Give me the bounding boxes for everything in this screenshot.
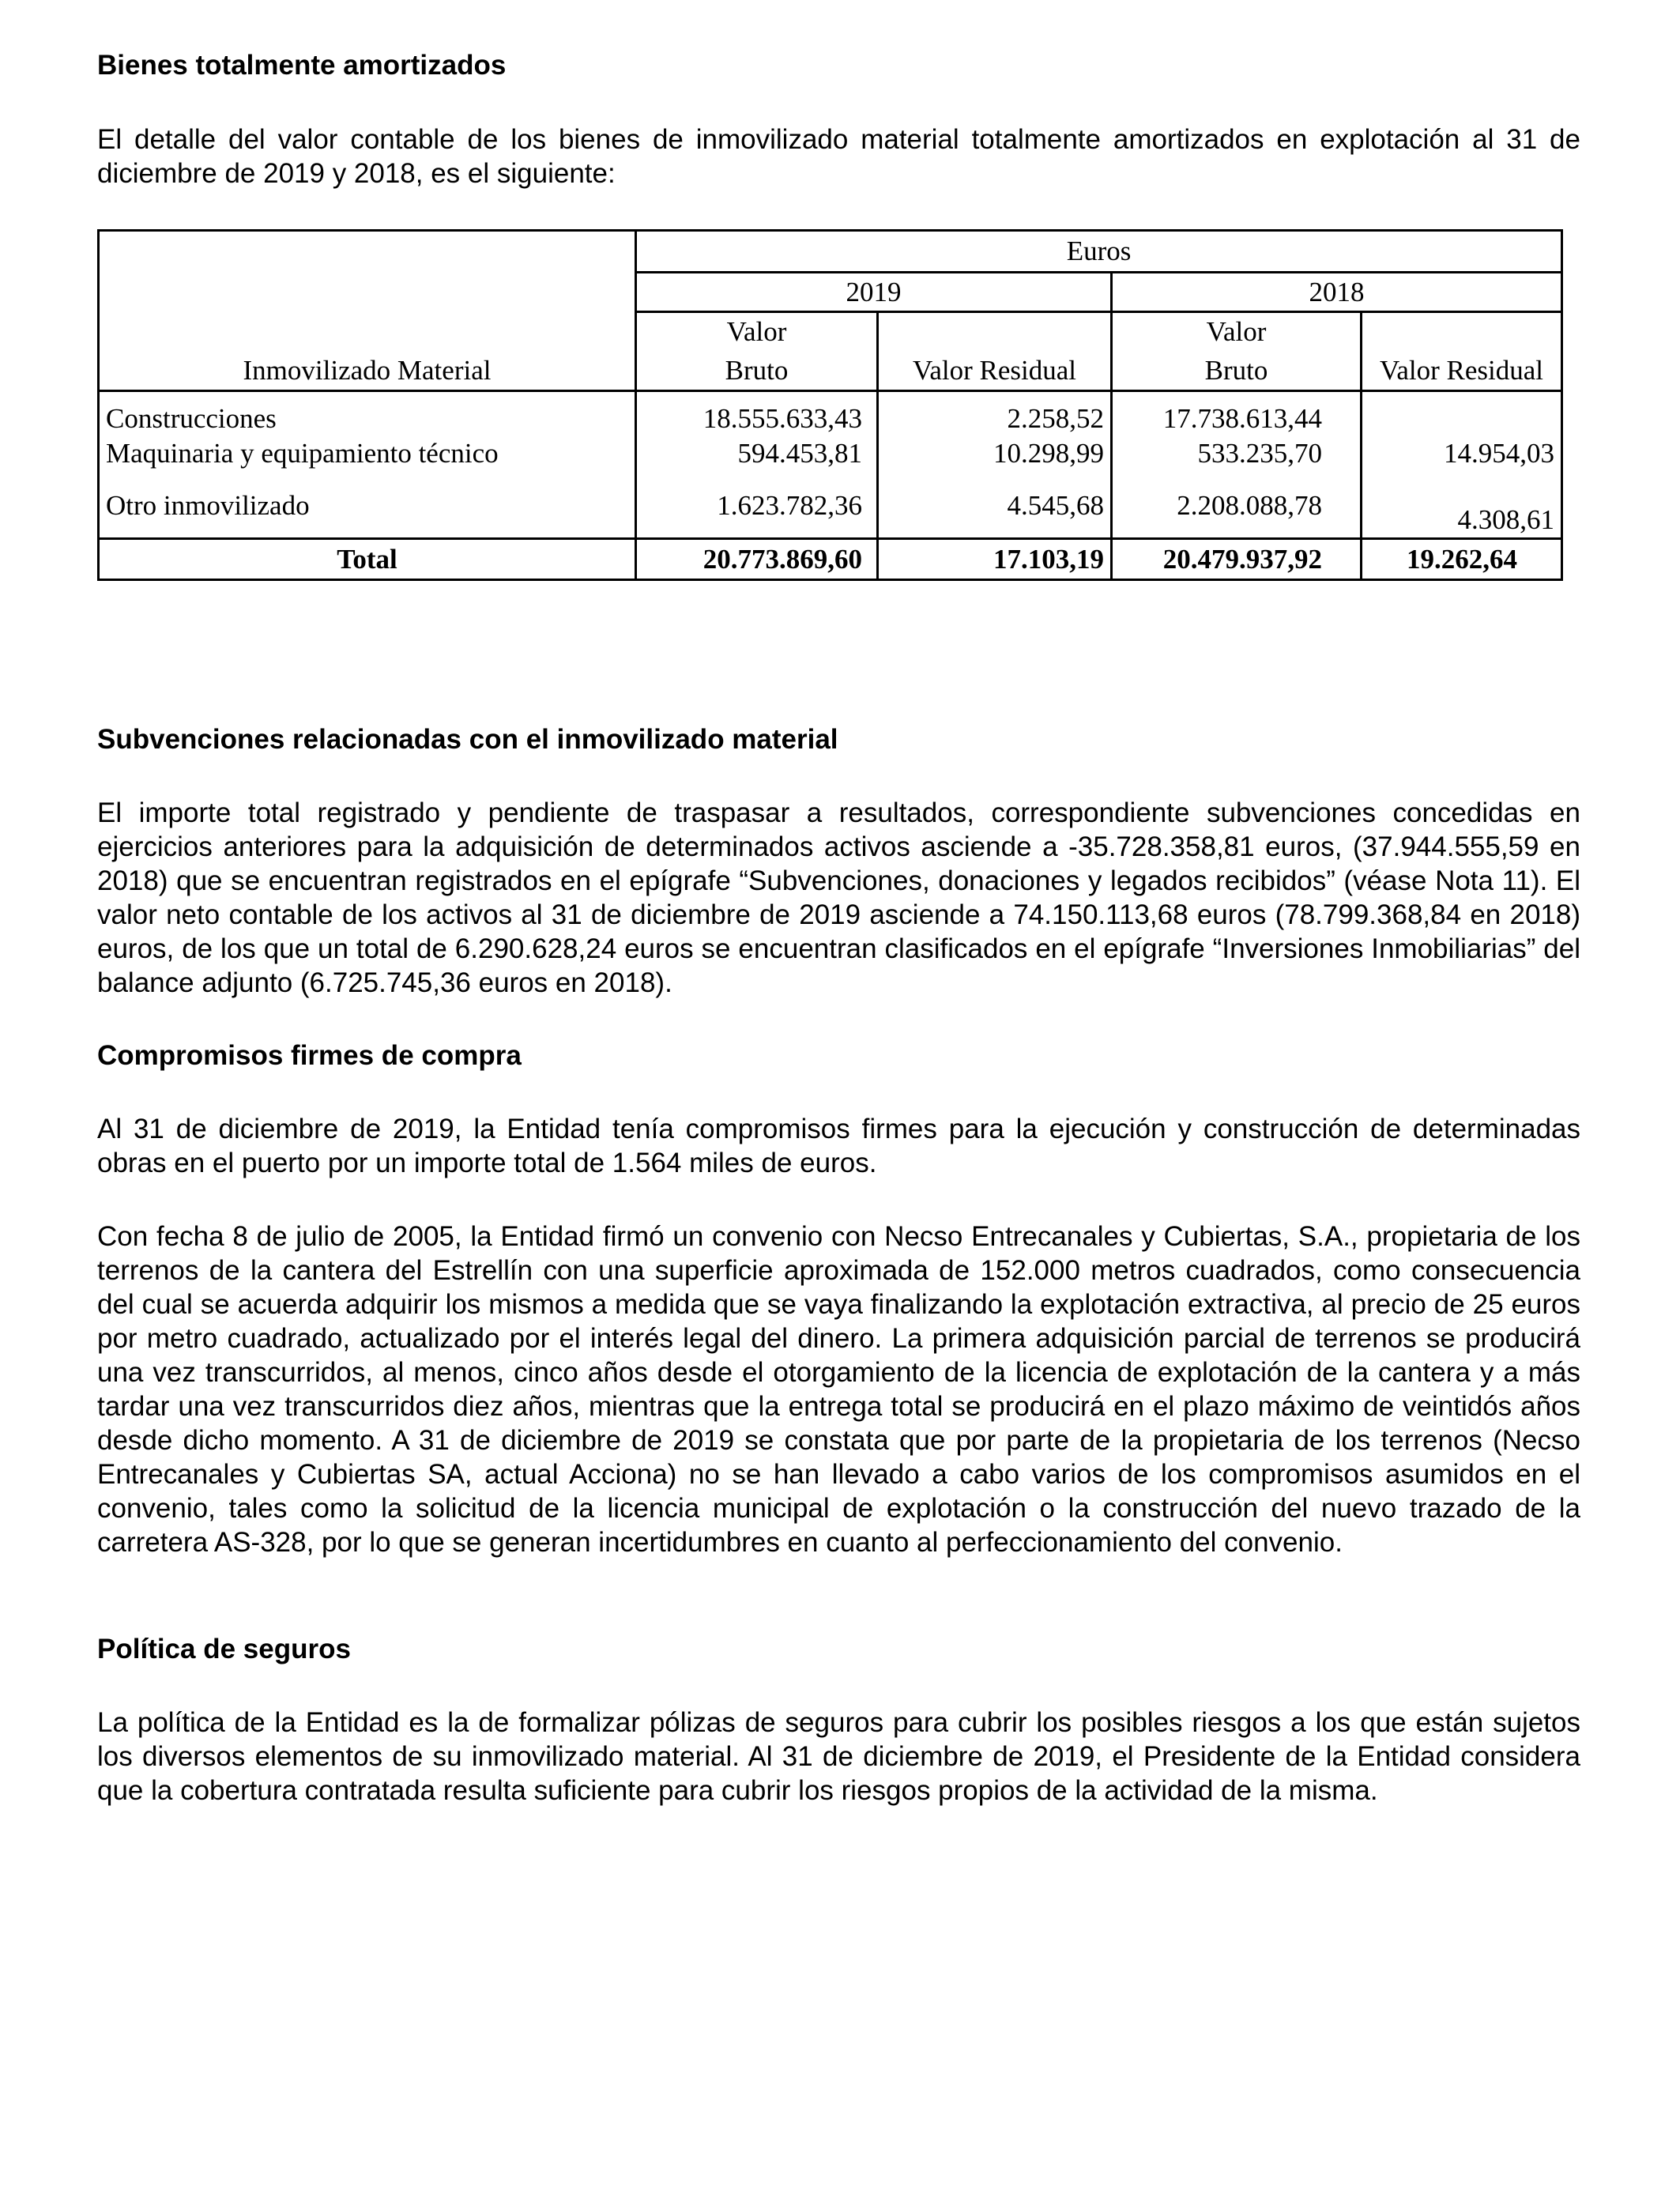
total-cell: 20.479.937,92 bbox=[1112, 539, 1362, 580]
table-row-label: Otro inmovilizado bbox=[99, 473, 636, 539]
currency-header: Euros bbox=[636, 231, 1562, 273]
total-label: Total bbox=[99, 539, 636, 580]
table-cell bbox=[1362, 391, 1562, 435]
table-row-label: Construcciones bbox=[99, 391, 636, 435]
table-cell: 1.623.782,36 bbox=[636, 473, 878, 539]
table-cell: 14.954,03 bbox=[1362, 435, 1562, 473]
year-2019-header: 2019 bbox=[636, 273, 1112, 312]
amortized-assets-table bbox=[97, 229, 1563, 581]
table-cell: 18.555.633,43 bbox=[636, 391, 878, 435]
seguros-paragraph: La política de la Entidad es la de formalizar pólizas de seguros para cubrir los posibles riesgos a los que están sujetos los diversos elementos de su inmovilizado material. Al 31 de diciembre de 2019, el Presidente de la Entidad considera que la cobertura contratada resulta suficiente para cubrir los riesgos propios de la actividad de la misma. bbox=[97, 1707, 1580, 1806]
row-header: Inmovilizado Material bbox=[99, 352, 636, 391]
compromisos-paragraph-1: Al 31 de diciembre de 2019, la Entidad tenía compromisos firmes para la ejecución y construcción de determinadas obras en el puerto por un importe total de 1.564 miles de euros. bbox=[97, 1114, 1580, 1178]
table-cell: 533.235,70 bbox=[1112, 435, 1362, 473]
table-cell: 594.453,81 bbox=[636, 435, 878, 473]
table-cell: 2.258,52 bbox=[878, 391, 1112, 435]
table-cell: 4.545,68 bbox=[878, 473, 1112, 539]
section-title-bienes: Bienes totalmente amortizados bbox=[97, 50, 507, 81]
col-valor-2018: Valor bbox=[1112, 312, 1362, 352]
section-title-seguros: Política de seguros bbox=[97, 1634, 351, 1664]
total-cell: 20.773.869,60 bbox=[636, 539, 878, 580]
compromisos-paragraph-2: Con fecha 8 de julio de 2005, la Entidad firmó un convenio con Necso Entrecanales y Cubiertas, S.A., propietaria de los terrenos de la cantera del Estrellín con una superficie aproximada de 152.000 metros cuadrados, como consecuencia del cual se acuerda adquirir los mismos a medida que se vaya finalizando la explotación extractiva, al precio de 25 euros por metro cuadrado, actualizado por el interés legal del dinero. La primera adquisición parcial de terrenos se producirá una vez transcurridos, al menos, cinco años desde el otorgamiento de la licencia de explotación de la cantera y a más tardar una vez transcurridos diez años, mientras que la entrega total se producirá en el plazo máximo de veintidós años desde dicho momento. A 31 de diciembre de 2019 se constata que por parte de la propietaria de los terrenos (Necso Entrecanales y Cubiertas SA, actual Acciona) no se han llevado a cabo varios de los compromisos asumidos en el convenio, tales como la solicitud de la licencia municipal de explotación o la construcción del nuevo trazado de la carretera AS-328, por lo que se generan incertidumbres en cuanto al perfeccionamiento del convenio. bbox=[97, 1221, 1580, 1558]
year-2018-header: 2018 bbox=[1112, 273, 1562, 312]
subvenciones-paragraph: El importe total registrado y pendiente de traspasar a resultados, correspondiente subvenciones concedidas en ejercicios anteriores para la adquisición de determinados activos asciende a -35.728.358,81 euros, (37.944.555,59 en 2018) que se encuentran registrados en el epígrafe “Subvenciones, donaciones y legados recibidos” (véase Nota 11). El valor neto contable de los activos al 31 de diciembre de 2019 asciende a 74.150.113,68 euros (78.799.368,84 en 2018) euros, de los que un total de 6.290.628,24 euros se encuentran clasificados en el epígrafe “Inversiones Inmobiliarias” del balance adjunto (6.725.745,36 euros en 2018). bbox=[97, 797, 1580, 998]
table-cell: 2.208.088,78 bbox=[1112, 473, 1362, 539]
table-cell: 17.738.613,44 bbox=[1112, 391, 1362, 435]
total-cell: 19.262,64 bbox=[1362, 539, 1562, 580]
table-cell: 10.298,99 bbox=[878, 435, 1112, 473]
intro-paragraph: El detalle del valor contable de los bienes de inmovilizado material totalmente amortizados en explotación al 31 de diciembre de 2019 y 2018, es el siguiente: bbox=[97, 124, 1580, 189]
table-row-label: Maquinaria y equipamiento técnico bbox=[99, 435, 636, 473]
section-title-compromisos: Compromisos firmes de compra bbox=[97, 1040, 522, 1071]
section-title-subvenciones: Subvenciones relacionadas con el inmovilizado material bbox=[97, 724, 838, 755]
col-bruto-2018: Bruto bbox=[1112, 352, 1362, 391]
col-bruto-2019: Bruto bbox=[636, 352, 878, 391]
col-valor-2019: Valor bbox=[636, 312, 878, 352]
total-cell: 17.103,19 bbox=[878, 539, 1112, 580]
col-residual-2018: Valor Residual bbox=[1362, 352, 1562, 391]
table-cell: 4.308,61 bbox=[1362, 473, 1562, 539]
col-residual-2019: Valor Residual bbox=[878, 352, 1112, 391]
